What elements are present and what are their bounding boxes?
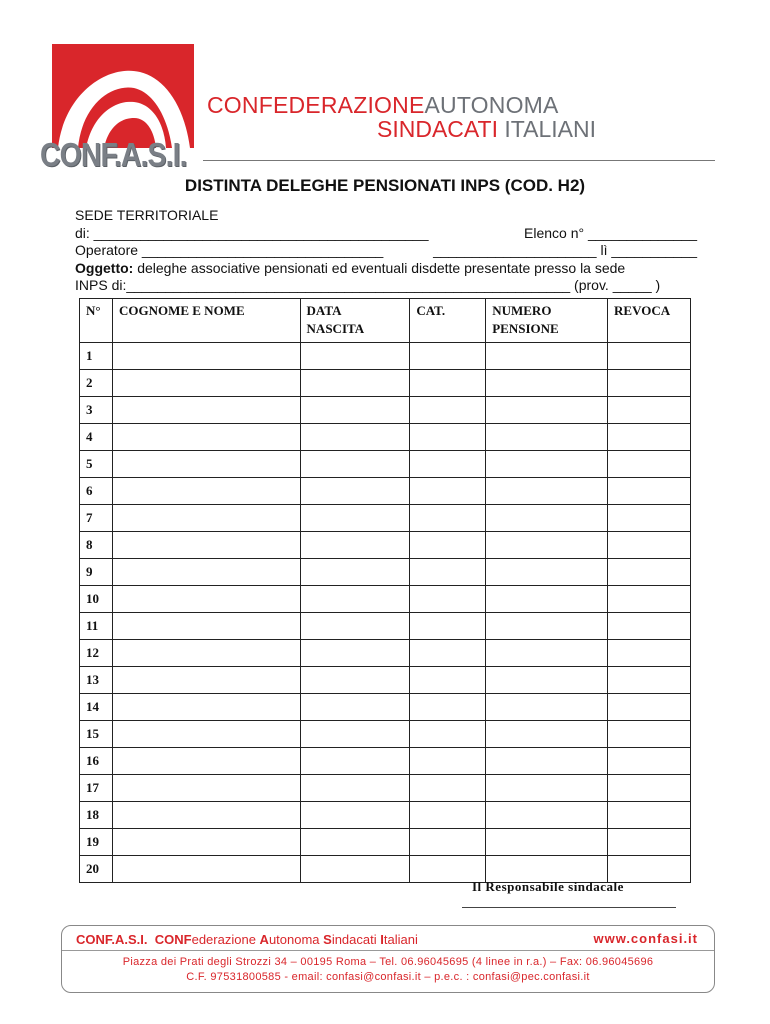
name-cell[interactable]: [112, 721, 300, 748]
category-cell[interactable]: [410, 694, 486, 721]
row-number: 17: [80, 775, 113, 802]
sede-label: SEDE TERRITORIALE: [75, 207, 219, 223]
birthdate-cell[interactable]: [300, 694, 410, 721]
table-row: [80, 829, 691, 856]
name-cell[interactable]: [112, 478, 300, 505]
category-cell[interactable]: [410, 559, 486, 586]
org-name-line2: SINDACATI ITALIANI: [377, 116, 596, 142]
name-cell[interactable]: [112, 505, 300, 532]
category-cell[interactable]: [410, 829, 486, 856]
row-number: 18: [80, 802, 113, 829]
row-number: 1: [80, 343, 113, 370]
oggetto-text: deleghe associative pensionati ed eventuali disdette presentate presso la sede: [133, 259, 626, 276]
pension-number-cell[interactable]: [486, 802, 608, 829]
revoca-cell[interactable]: [608, 424, 691, 451]
pension-number-cell[interactable]: [486, 694, 608, 721]
birthdate-cell[interactable]: [300, 559, 410, 586]
row-number: 3: [80, 397, 113, 424]
col-header-category: CAT.: [410, 299, 486, 343]
category-cell[interactable]: [410, 343, 486, 370]
signature-line[interactable]: [462, 907, 676, 908]
delegations-table: [79, 298, 691, 883]
birthdate-cell[interactable]: [300, 748, 410, 775]
birthdate-cell[interactable]: [300, 586, 410, 613]
revoca-cell[interactable]: [608, 829, 691, 856]
col-header-revoca: REVOCA: [608, 299, 691, 343]
revoca-cell[interactable]: [608, 667, 691, 694]
row-number: 15: [80, 721, 113, 748]
row-number: 7: [80, 505, 113, 532]
row-number: 16: [80, 748, 113, 775]
category-cell[interactable]: [410, 397, 486, 424]
pension-number-cell[interactable]: [486, 532, 608, 559]
table-row: [80, 559, 691, 586]
category-cell[interactable]: [410, 667, 486, 694]
name-cell[interactable]: [112, 667, 300, 694]
document-title: DISTINTA DELEGHE PENSIONATI INPS (COD. H2): [184, 176, 586, 195]
category-cell[interactable]: [410, 586, 486, 613]
revoca-cell[interactable]: [608, 559, 691, 586]
row-number: 20: [80, 856, 113, 883]
name-cell[interactable]: [112, 775, 300, 802]
table-row: [80, 694, 691, 721]
col-header-name: COGNOME E NOME: [112, 299, 300, 343]
footer-top: [62, 926, 714, 951]
category-cell[interactable]: [410, 451, 486, 478]
footer: [61, 925, 715, 993]
category-cell[interactable]: [410, 505, 486, 532]
name-cell[interactable]: [112, 613, 300, 640]
table-row: [80, 667, 691, 694]
table-row: [80, 802, 691, 829]
row-number: 10: [80, 586, 113, 613]
birthdate-cell[interactable]: [300, 721, 410, 748]
table-row: [80, 397, 691, 424]
pension-number-cell[interactable]: [486, 397, 608, 424]
revoca-cell[interactable]: [608, 343, 691, 370]
birthdate-cell[interactable]: [300, 856, 410, 883]
revoca-cell[interactable]: [608, 721, 691, 748]
pension-number-cell[interactable]: [486, 613, 608, 640]
table-row: [80, 775, 691, 802]
revoca-cell[interactable]: [608, 640, 691, 667]
place-date-field[interactable]: _____________________ lì ___________: [433, 242, 697, 258]
category-cell[interactable]: [410, 370, 486, 397]
pension-number-cell[interactable]: [486, 343, 608, 370]
name-cell[interactable]: [112, 343, 300, 370]
revoca-cell[interactable]: [608, 586, 691, 613]
category-cell[interactable]: [410, 613, 486, 640]
birthdate-cell[interactable]: [300, 532, 410, 559]
row-number: 19: [80, 829, 113, 856]
birthdate-cell[interactable]: [300, 613, 410, 640]
row-number: 4: [80, 424, 113, 451]
name-cell[interactable]: [112, 586, 300, 613]
header-divider: [203, 160, 715, 161]
name-cell[interactable]: [112, 802, 300, 829]
birthdate-cell[interactable]: [300, 829, 410, 856]
table-row: [80, 505, 691, 532]
revoca-cell[interactable]: [608, 613, 691, 640]
name-cell[interactable]: [112, 370, 300, 397]
footer-org-name: CONF.A.S.I. CONFederazione Autonoma Sindacati Italiani: [76, 932, 418, 947]
revoca-cell[interactable]: [608, 478, 691, 505]
name-cell[interactable]: [112, 559, 300, 586]
table-row: [80, 532, 691, 559]
row-number: 5: [80, 451, 113, 478]
birthdate-cell[interactable]: [300, 775, 410, 802]
row-number: 9: [80, 559, 113, 586]
pension-number-cell[interactable]: [486, 640, 608, 667]
pension-number-cell[interactable]: [486, 775, 608, 802]
table-row: [80, 451, 691, 478]
row-number: 13: [80, 667, 113, 694]
oggetto-label: Oggetto:: [75, 259, 134, 276]
revoca-cell[interactable]: [608, 532, 691, 559]
name-cell[interactable]: [112, 829, 300, 856]
pension-number-cell[interactable]: [486, 667, 608, 694]
pension-number-cell[interactable]: [486, 370, 608, 397]
revoca-cell[interactable]: [608, 694, 691, 721]
revoca-cell[interactable]: [608, 397, 691, 424]
birthdate-cell[interactable]: [300, 478, 410, 505]
revoca-cell[interactable]: [608, 370, 691, 397]
name-cell[interactable]: [112, 856, 300, 883]
revoca-cell[interactable]: [608, 775, 691, 802]
name-cell[interactable]: [112, 694, 300, 721]
name-cell[interactable]: [112, 532, 300, 559]
name-cell[interactable]: [112, 748, 300, 775]
category-cell[interactable]: [410, 802, 486, 829]
table-row: [80, 343, 691, 370]
birthdate-cell[interactable]: [300, 667, 410, 694]
pension-number-cell[interactable]: [486, 451, 608, 478]
row-number: 11: [80, 613, 113, 640]
row-number: 12: [80, 640, 113, 667]
pension-number-cell[interactable]: [486, 721, 608, 748]
operatore-field[interactable]: Operatore _______________________________: [75, 242, 384, 258]
org-name-line1: CONFEDERAZIONEAUTONOMA: [207, 92, 559, 118]
row-number: 6: [80, 478, 113, 505]
name-cell[interactable]: [112, 451, 300, 478]
category-cell[interactable]: [410, 775, 486, 802]
table-header-row: [80, 299, 691, 343]
category-cell[interactable]: [410, 748, 486, 775]
table-row: [80, 424, 691, 451]
row-number: 2: [80, 370, 113, 397]
row-number: 14: [80, 694, 113, 721]
elenco-field[interactable]: Elenco n° ______________: [524, 224, 697, 241]
revoca-cell[interactable]: [608, 802, 691, 829]
logo-mark: [52, 44, 194, 148]
birthdate-cell[interactable]: [300, 505, 410, 532]
revoca-cell[interactable]: [608, 505, 691, 532]
pension-number-cell[interactable]: [486, 586, 608, 613]
birthdate-cell[interactable]: [300, 370, 410, 397]
pension-number-cell[interactable]: [486, 748, 608, 775]
name-cell[interactable]: [112, 424, 300, 451]
pension-number-cell[interactable]: [486, 829, 608, 856]
row-number: 8: [80, 532, 113, 559]
inps-field[interactable]: INPS di:_________________________________________________________ (prov. _____ ): [75, 277, 661, 293]
category-cell[interactable]: [410, 640, 486, 667]
col-header-birthdate: DATA NASCITA: [300, 299, 410, 343]
birthdate-cell[interactable]: [300, 451, 410, 478]
footer-website-link[interactable]: www.confasi.it: [593, 931, 698, 946]
logo-wordmark: CONF.A.S.I.: [40, 136, 187, 173]
revoca-cell[interactable]: [608, 748, 691, 775]
table-row: [80, 721, 691, 748]
table-row: [80, 478, 691, 505]
category-cell[interactable]: [410, 721, 486, 748]
birthdate-cell[interactable]: [300, 397, 410, 424]
revoca-cell[interactable]: [608, 451, 691, 478]
table-row: [80, 640, 691, 667]
birthdate-cell[interactable]: [300, 424, 410, 451]
di-field[interactable]: di: ___________________________________________: [75, 224, 429, 241]
table-row: [80, 613, 691, 640]
signature-label: Il Responsabile sindacale: [472, 879, 624, 894]
name-cell[interactable]: [112, 640, 300, 667]
category-cell[interactable]: [410, 532, 486, 559]
table-row: [80, 586, 691, 613]
birthdate-cell[interactable]: [300, 343, 410, 370]
pension-number-cell[interactable]: [486, 424, 608, 451]
pension-number-cell[interactable]: [486, 478, 608, 505]
birthdate-cell[interactable]: [300, 802, 410, 829]
form-fields: [75, 207, 697, 295]
pension-number-cell[interactable]: [486, 505, 608, 532]
footer-address: Piazza dei Prati degli Strozzi 34 – 00195 Roma – Tel. 06.96045695 (4 linee in r.a.) – Fax: 06.96045696 C.F. 97531800585 - email: confasi@confasi.it – p.e.c. : confasi@pec.confasi.it: [122, 956, 654, 983]
table-row: [80, 748, 691, 775]
col-header-pension-number: NUMERO PENSIONE: [486, 299, 608, 343]
category-cell[interactable]: [410, 424, 486, 451]
col-header-number: N°: [80, 299, 113, 343]
category-cell[interactable]: [410, 478, 486, 505]
name-cell[interactable]: [112, 397, 300, 424]
table-row: [80, 370, 691, 397]
pension-number-cell[interactable]: [486, 559, 608, 586]
birthdate-cell[interactable]: [300, 640, 410, 667]
